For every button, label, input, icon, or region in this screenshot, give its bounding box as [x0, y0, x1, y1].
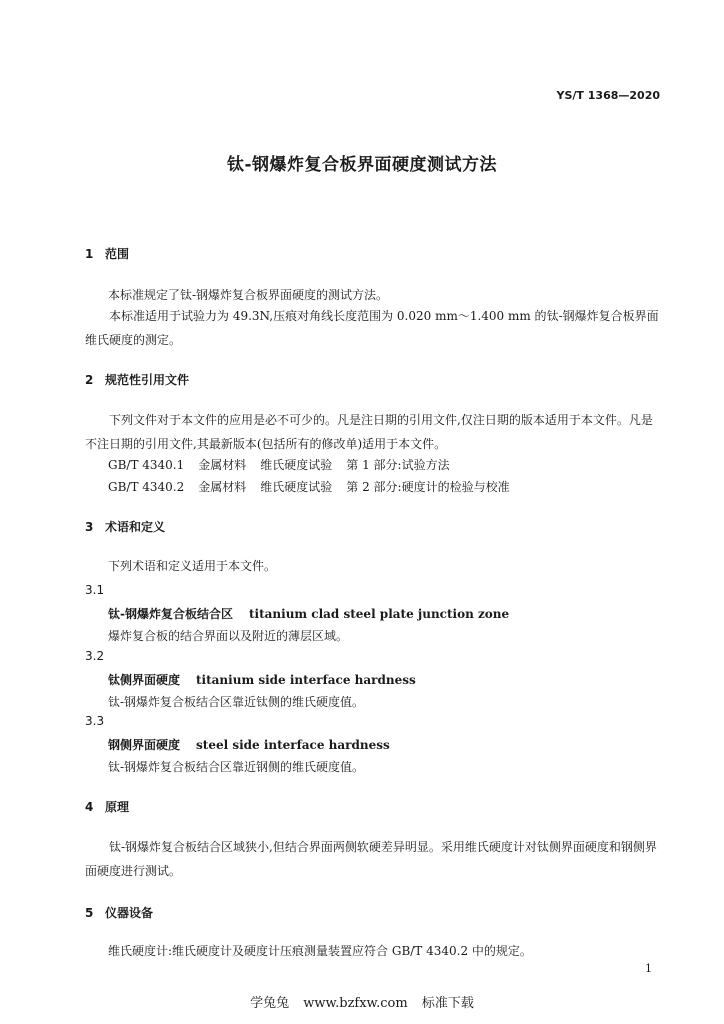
term-name-en: steel side interface hardness — [196, 738, 390, 752]
page-number: 1 — [645, 962, 652, 975]
term-name — [108, 605, 509, 622]
paragraph: 钛-钢爆炸复合板结合区域狭小,但结合界面两侧软硬差异明显。采用维氏硬度计对钛侧界面硬度和钢侧界面硬度进行测试。 — [85, 840, 657, 878]
term-name-zh: 钛侧界面硬度 — [108, 673, 181, 687]
reference-part: 第 2 部分:硬度计的检验与校准 — [346, 480, 510, 494]
paragraph: 本标准规定了钛-钢爆炸复合板界面硬度的测试方法。 — [108, 288, 389, 302]
paragraph: 下列术语和定义适用于本文件。 — [108, 559, 277, 573]
term-definition: 爆炸复合板的结合界面以及附近的薄层区域。 — [108, 629, 349, 643]
section-number: 3 — [85, 520, 94, 534]
reference-part: 第 1 部分:试验方法 — [346, 458, 450, 472]
section-number: 5 — [85, 906, 94, 920]
term-number: 3.3 — [85, 714, 105, 728]
section-title: 原理 — [105, 800, 130, 814]
reference-item — [108, 456, 450, 473]
term-number: 3.2 — [85, 649, 105, 663]
term-name-en: titanium side interface hardness — [196, 673, 416, 687]
document-title: 钛-钢爆炸复合板界面硬度测试方法 — [226, 155, 498, 175]
section-heading-3 — [85, 518, 165, 535]
term-definition: 钛-钢爆炸复合板结合区靠近钛侧的维氏硬度值。 — [108, 695, 365, 709]
footer-watermark: 学兔兔 www.bzfxw.com 标准下载 — [250, 996, 474, 1011]
section-number: 2 — [85, 373, 94, 387]
section-heading-2 — [85, 371, 189, 388]
section-number: 1 — [85, 247, 94, 261]
term-name-zh: 钢侧界面硬度 — [108, 738, 181, 752]
standard-code: YS/T 1368—2020 — [556, 89, 660, 102]
paragraph: 下列文件对于本文件的应用是必不可少的。凡是注日期的引用文件,仅注日期的版本适用于本文件。凡是不注日期的引用文件,其最新版本(包括所有的修改单)适用于本文件。 — [85, 413, 653, 451]
reference-part: 维氏硬度试验 — [260, 458, 333, 472]
section-title: 规范性引用文件 — [105, 373, 190, 387]
term-name — [108, 671, 416, 688]
term-definition: 钛-钢爆炸复合板结合区靠近钢侧的维氏硬度值。 — [108, 760, 365, 774]
reference-part: 金属材料 — [198, 480, 247, 494]
reference-item — [108, 478, 510, 495]
section-number: 4 — [85, 800, 94, 814]
paragraph: 维氏硬度计:维氏硬度计及硬度计压痕测量装置应符合 GB/T 4340.2 中的规定。 — [108, 944, 532, 958]
term-name — [108, 736, 390, 753]
section-title: 范围 — [105, 247, 130, 261]
term-name-en: titanium clad steel plate junction zone — [248, 607, 510, 621]
term-number: 3.1 — [85, 583, 105, 597]
section-heading-4 — [85, 798, 129, 815]
reference-code: GB/T 4340.2 — [108, 480, 185, 494]
section-heading-5 — [85, 904, 153, 921]
section-title: 仪器设备 — [105, 906, 154, 920]
reference-code: GB/T 4340.1 — [108, 458, 185, 472]
section-heading-1 — [85, 245, 129, 262]
section-title: 术语和定义 — [105, 520, 166, 534]
paragraph: 本标准适用于试验力为 49.3N,压痕对角线长度范围为 0.020 mm～1.400 mm 的钛-钢爆炸复合板界面维氏硬度的测定。 — [85, 309, 659, 347]
term-name-zh: 钛-钢爆炸复合板结合区 — [108, 607, 233, 621]
reference-part: 维氏硬度试验 — [260, 480, 333, 494]
reference-part: 金属材料 — [198, 458, 247, 472]
